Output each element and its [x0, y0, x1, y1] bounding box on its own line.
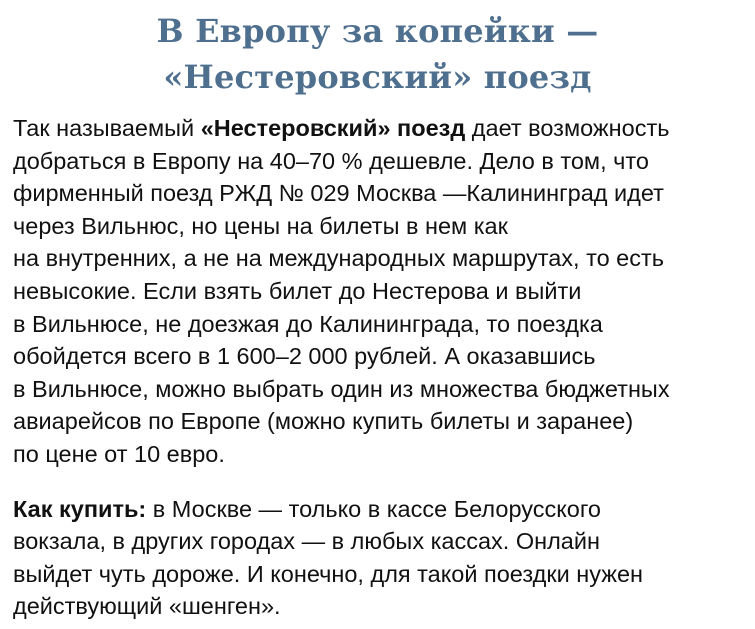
paragraph-line	[13, 493, 748, 526]
paragraph-line: по цене от 10 евро.	[13, 440, 225, 467]
paragraph-how-to-buy	[13, 493, 748, 623]
text-run: дает возможность	[465, 115, 670, 141]
paragraph-line: фирменный поезд РЖД № 029 Москва —Калининград идет	[13, 180, 664, 207]
paragraph-line	[13, 112, 748, 145]
paragraph-line: действующий «шенген».	[13, 593, 281, 620]
bold-how-to-buy-label: Как купить:	[13, 495, 147, 522]
paragraph-line: на внутренних, а не на международных маршрутах, то есть	[13, 245, 665, 272]
paragraph-line: вокзала, в других городах — в любых кассах. Онлайн	[13, 528, 600, 555]
paragraph-line: выйдет чуть дороже. И конечно, для такой поездки нужен	[13, 560, 644, 587]
paragraph-spacer	[13, 471, 748, 493]
text-run: в Москве — только в кассе Белорусского	[146, 495, 602, 522]
paragraph-line: добраться в Европу на 40–70 % дешевле. Дело в том, что	[13, 147, 649, 174]
title-line-1: В Европу за копейки —	[156, 12, 599, 50]
paragraph-line: авиарейсов по Европе (можно купить билеты и заранее)	[13, 408, 634, 435]
paragraph-train-description	[13, 112, 748, 471]
bold-train-name: «Нестеровский» поезд	[200, 115, 466, 141]
article-body	[13, 112, 748, 623]
text-run: Так называемый	[13, 115, 201, 141]
article-title	[0, 8, 755, 100]
paragraph-line: невысокие. Если взять билет до Нестерова и выйти	[13, 277, 582, 304]
paragraph-line: обойдется всего в 1 600–2 000 рублей. А оказавшись	[13, 343, 596, 370]
paragraph-line: в Вильнюсе, можно выбрать один из множества бюджетных	[13, 375, 670, 402]
title-line-2: «Нестеровский» поезд	[163, 58, 592, 96]
paragraph-line: через Вильнюс, но цены на билеты в нем как	[13, 212, 508, 239]
paragraph-line: в Вильнюсе, не доезжая до Калининграда, то поездка	[13, 310, 603, 337]
